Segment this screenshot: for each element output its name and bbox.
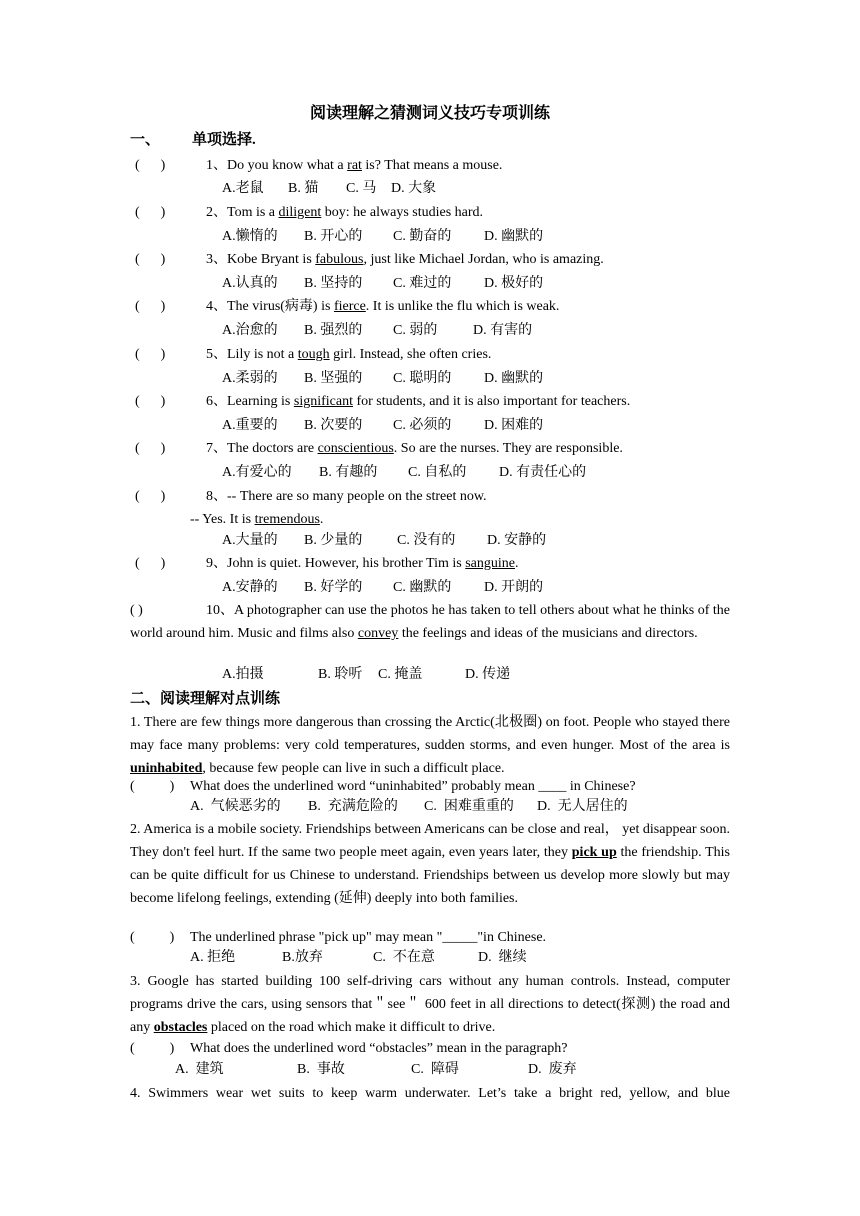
- underlined-word: conscientious: [317, 441, 394, 456]
- option-d: D. 大象: [391, 181, 437, 196]
- option-b: B. 坚持的: [304, 276, 363, 291]
- option-b: B. 开心的: [304, 229, 363, 244]
- options: [222, 230, 543, 244]
- option-a: A.拍摄: [222, 667, 264, 682]
- passage-body: 3. Google has started building 100 self-driving cars without any human controls. Instead, computer programs drive the cars, using sensors that＂see＂ 600 feet in all directions to detect(探测) the road and any: [130, 974, 730, 1035]
- option-a: A.有爱心的: [222, 465, 292, 480]
- stem-text: .: [514, 556, 519, 571]
- options: [222, 466, 586, 480]
- option-c: C. 必须的: [393, 418, 452, 433]
- options: [222, 182, 436, 196]
- question-number: 3、: [206, 252, 227, 267]
- question-stem: [206, 300, 559, 314]
- option-b: B. 坚强的: [304, 371, 363, 386]
- option-d: D. 困难的: [484, 418, 544, 433]
- option-a: A.重要的: [222, 418, 278, 433]
- stem-text: . So are the nurses. They are responsible.: [393, 441, 623, 456]
- question-number: 7、: [206, 441, 227, 456]
- option-a: A.柔弱的: [222, 371, 278, 386]
- option-a: A. 建筑: [175, 1062, 224, 1077]
- options: [190, 800, 628, 814]
- question-stem: [206, 253, 604, 267]
- option-d: D. 开朗的: [484, 580, 544, 595]
- stem-text: The virus(病毒) is: [227, 299, 334, 314]
- option-d: D. 极好的: [484, 276, 544, 291]
- passage-text: [130, 818, 730, 910]
- underlined-word: tremendous: [254, 512, 320, 527]
- answer-paren: ( ): [135, 489, 166, 504]
- option-b: B. 强烈的: [304, 323, 363, 338]
- option-d: D. 传递: [465, 667, 511, 682]
- answer-paren: ( ): [135, 158, 166, 173]
- answer-paren: ( ): [130, 603, 143, 618]
- option-c: C. 马: [346, 181, 377, 196]
- answer-paren: ( ): [135, 441, 166, 456]
- question-number: 4、: [206, 299, 227, 314]
- answer-paren: ( ): [135, 394, 166, 409]
- passage-body: the friendship. This can be quite difficult for us Chinese to understand. Friendships between us develop more slowly but may become lifelong feelings, extending (延伸) deeply into both families.: [130, 845, 730, 906]
- section-1-heading: 单项选择.: [192, 132, 256, 148]
- option-c: C. 弱的: [393, 323, 438, 338]
- passage-question: What does the underlined word “obstacles” mean in the paragraph?: [190, 1041, 568, 1056]
- stem-text: is? That means a mouse.: [361, 158, 503, 173]
- stem-text: girl. Instead, she often cries.: [329, 347, 492, 362]
- option-b: B.放弃: [282, 950, 323, 965]
- option-d: D. 幽默的: [484, 371, 544, 386]
- question-stem: [206, 442, 623, 456]
- stem-text: boy: he always studies hard.: [321, 205, 484, 220]
- option-c: C. 没有的: [397, 533, 456, 548]
- option-a: A.认真的: [222, 276, 278, 291]
- passage-text: [130, 711, 730, 780]
- answer-paren: ( ): [135, 347, 166, 362]
- option-c: C. 自私的: [408, 465, 467, 480]
- option-a: A.治愈的: [222, 323, 278, 338]
- stem-text: the feelings and ideas of the musicians and directors.: [398, 626, 698, 641]
- underlined-word: rat: [347, 158, 362, 173]
- option-d: D. 废弃: [528, 1062, 577, 1077]
- question-stem: [130, 599, 730, 645]
- option-b: B. 少量的: [304, 533, 363, 548]
- option-a: A.懒惰的: [222, 229, 278, 244]
- option-d: D. 有害的: [473, 323, 533, 338]
- stem-text: for students, and it is also important for teachers.: [352, 394, 631, 409]
- options: [222, 534, 546, 548]
- answer-paren: ( ): [130, 779, 175, 794]
- option-b: B. 好学的: [304, 580, 363, 595]
- section-2-heading: 二、阅读理解对点训练: [130, 691, 281, 707]
- passage-body: 1. There are few things more dangerous than crossing the Arctic(北极圈) on foot. People who stayed there may face many problems: very cold temperatures, sudden storms, and even hunger. Most of the area is: [130, 715, 730, 753]
- question-number: 8、: [206, 489, 227, 504]
- option-c: C. 困难重重的: [424, 799, 514, 814]
- underlined-word: significant: [293, 394, 353, 409]
- passage-4-text: 4. Swimmers wear wet suits to keep warm underwater. Let’s take a bright red, yellow, and blue: [130, 1086, 730, 1101]
- option-c: C. 幽默的: [393, 580, 452, 595]
- question-stem: [206, 557, 518, 571]
- stem-text: A photographer can use the photos he has taken to tell others about what he thinks of the world around him. Music and films also: [130, 603, 730, 641]
- question-number: 6、: [206, 394, 227, 409]
- underlined-phrase: pick up: [571, 845, 617, 860]
- options: [222, 324, 532, 338]
- stem-text: John is quiet. However, his brother Tim is: [227, 556, 466, 571]
- question-number: 10、: [206, 603, 235, 618]
- option-a: A. 拒绝: [190, 950, 236, 965]
- question-number: 5、: [206, 347, 227, 362]
- option-b: B. 猫: [288, 181, 319, 196]
- option-d: D. 安静的: [487, 533, 547, 548]
- question-stem: [206, 348, 491, 362]
- question-stem: [206, 490, 487, 504]
- options: [222, 419, 543, 433]
- options: [175, 1063, 577, 1077]
- question-stem: [206, 159, 502, 173]
- option-c: C. 掩盖: [378, 667, 423, 682]
- option-b: B. 有趣的: [319, 465, 378, 480]
- option-a: A.大量的: [222, 533, 278, 548]
- underlined-word: diligent: [278, 205, 322, 220]
- option-c: C. 不在意: [373, 950, 435, 965]
- question-stem: [206, 206, 483, 220]
- stem-text: .: [319, 512, 324, 527]
- option-b: B. 聆听: [318, 667, 363, 682]
- stem-text: Do you know what a: [227, 158, 348, 173]
- options: [222, 277, 543, 291]
- passage-body: placed on the road which make it difficult to drive.: [207, 1020, 496, 1035]
- option-a: A.安静的: [222, 580, 278, 595]
- underlined-word: tough: [297, 347, 330, 362]
- answer-paren: ( ): [130, 1041, 175, 1056]
- underlined-word: uninhabited: [130, 761, 203, 776]
- option-b: B. 事故: [297, 1062, 345, 1077]
- underlined-word: fabulous: [315, 252, 364, 267]
- question-number: 9、: [206, 556, 227, 571]
- option-b: B. 次要的: [304, 418, 363, 433]
- page-title: 阅读理解之猜测词义技巧专项训练: [309, 105, 550, 122]
- stem-text: Lily is not a: [227, 347, 298, 362]
- option-d: D. 幽默的: [484, 229, 544, 244]
- option-b: B. 充满危险的: [308, 799, 398, 814]
- options: [222, 372, 543, 386]
- passage-question: What does the underlined word “uninhabited” probably mean ____ in Chinese?: [190, 779, 636, 794]
- answer-paren: ( ): [135, 252, 166, 267]
- stem-text: -- There are so many people on the street now.: [227, 489, 487, 504]
- question-stem-line2: [190, 513, 323, 527]
- underlined-word: fierce: [333, 299, 366, 314]
- option-d: D. 继续: [478, 950, 527, 965]
- underlined-word: convey: [357, 626, 399, 641]
- stem-text: , just like Michael Jordan, who is amazing.: [363, 252, 604, 267]
- option-a: A.老鼠: [222, 181, 264, 196]
- option-c: C. 难过的: [393, 276, 452, 291]
- question-number: 2、: [206, 205, 227, 220]
- option-d: D. 有责任心的: [499, 465, 587, 480]
- answer-paren: ( ): [135, 556, 166, 571]
- passage-text: [130, 970, 730, 1039]
- answer-paren: ( ): [135, 205, 166, 220]
- stem-text: Tom is a: [227, 205, 279, 220]
- option-d: D. 无人居住的: [537, 799, 628, 814]
- stem-text: The doctors are: [227, 441, 318, 456]
- options: [222, 581, 543, 595]
- passage-body: 2. America is a mobile society. Friendships between Americans can be close and real， yet disappear soon. They don't feel hurt. If the same two people meet again, even years later, they: [130, 822, 730, 860]
- option-c: C. 障碍: [411, 1062, 459, 1077]
- stem-text: . It is unlike the flu which is weak.: [365, 299, 560, 314]
- underlined-word: sanguine: [465, 556, 515, 571]
- stem-text: Kobe Bryant is: [227, 252, 316, 267]
- options: [190, 951, 527, 965]
- options: [222, 668, 510, 682]
- passage-question: The underlined phrase "pick up" may mean "_____"in Chinese.: [190, 930, 547, 945]
- answer-paren: ( ): [130, 930, 175, 945]
- stem-text: -- Yes. It is: [190, 512, 255, 527]
- underlined-word: obstacles: [153, 1020, 208, 1035]
- stem-text: Learning is: [227, 394, 294, 409]
- option-c: C. 勤奋的: [393, 229, 452, 244]
- option-c: C. 聪明的: [393, 371, 452, 386]
- question-number: 1、: [206, 158, 227, 173]
- answer-paren: ( ): [135, 299, 166, 314]
- section-1-number: 一、: [130, 132, 161, 148]
- passage-body: , because few people can live in such a difficult place.: [202, 761, 505, 776]
- question-stem: [206, 395, 630, 409]
- option-a: A. 气候恶劣的: [190, 799, 281, 814]
